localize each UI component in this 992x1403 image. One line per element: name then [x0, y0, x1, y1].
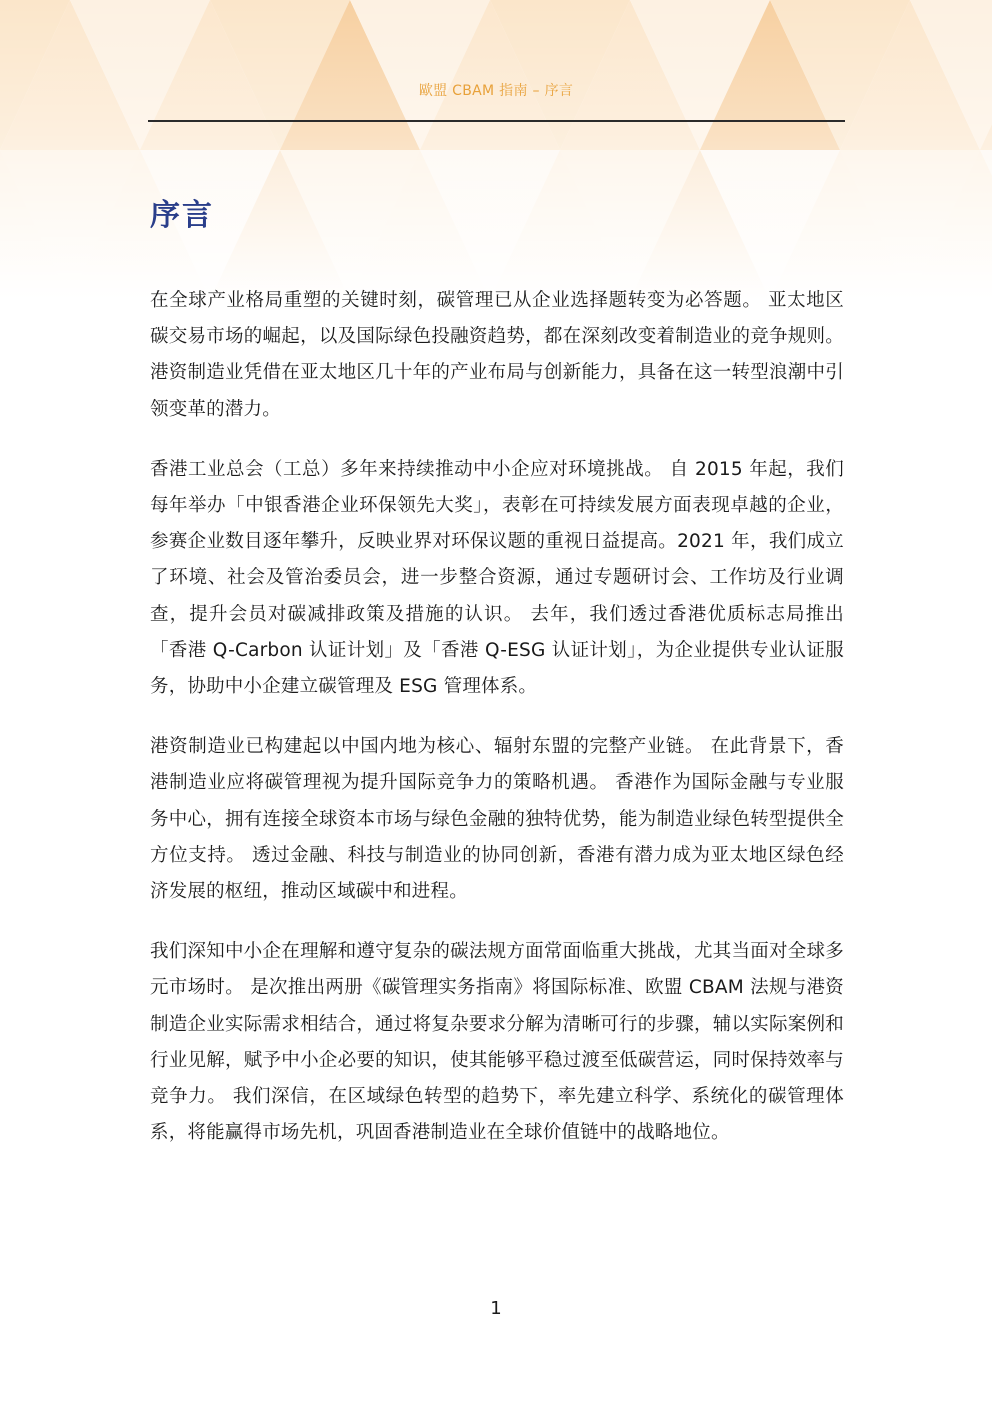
header-divider [148, 120, 845, 122]
page-title: 序言 [150, 198, 214, 233]
paragraph-fhki-initiatives: 香港工业总会（工总）多年来持续推动中小企应对环境挑战。 自 2015 年起，我们每年举办「中银香港企业环保领先大奖」，表彰在可持续发展方面表现卓越的企业，参赛企业数目逐年攀升，反映业界对环保议题的重视日益提高。2021 年，我们成立了环境、社会及管治委员会，进一步整合资源，通过专题研讨会、工作坊及行业调查，提升会员对碳减排政策及措施的认识。 去年，我们透过香港优质标志局推出「香港 Q-Carbon 认证计划」及「香港 Q-ESG 认证计划」，为企业提供专业认证服务，协助中小企建立碳管理及 ESG 管理体系。 [150, 458, 844, 698]
paragraph-guide-purpose: 我们深知中小企在理解和遵守复杂的碳法规方面常面临重大挑战，尤其当面对全球多元市场时。 是次推出两册《碳管理实务指南》将国际标准、欧盟 CBAM 法规与港资制造企业实际需求相结合，通过将复杂要求分解为清晰可行的步骤，辅以实际案例和行业见解，赋予中小企必要的知识，使其能够平稳过渡至低碳营运，同时保持效率与竞争力。 我们深信，在区域绿色转型的趋势下，率先建立科学、系统化的碳管理体系，将能赢得市场先机，巩固香港制造业在全球价值链中的战略地位。 [150, 941, 844, 1144]
paragraph-supply-chain: 港资制造业已构建起以中国内地为核心、辐射东盟的完整产业链。 在此背景下，香港制造业应将碳管理视为提升国际竞争力的策略机遇。 香港作为国际金融与专业服务中心，拥有连接全球资本市场与绿色金融的独特优势，能为制造业绿色转型提供全方位支持。 透过金融、科技与制造业的协同创新，香港有潜力成为亚太地区绿色经济发展的枢纽，推动区域碳中和进程。 [150, 736, 844, 903]
header-triangle-pattern [0, 0, 992, 300]
running-header: 歐盟 CBAM 指南 – 序言 [418, 83, 574, 99]
body-text [150, 283, 844, 1175]
page-number: 1 [490, 1298, 502, 1319]
paragraph-intro: 在全球产业格局重塑的关键时刻，碳管理已从企业选择题转变为必答题。 亚太地区碳交易市场的崛起，以及国际绿色投融资趋势，都在深刻改变着制造业的竞争规则。 港资制造业凭借在亚太地区几十年的产业布局与创新能力，具备在这一转型浪潮中引领变革的潜力。 [150, 290, 844, 420]
